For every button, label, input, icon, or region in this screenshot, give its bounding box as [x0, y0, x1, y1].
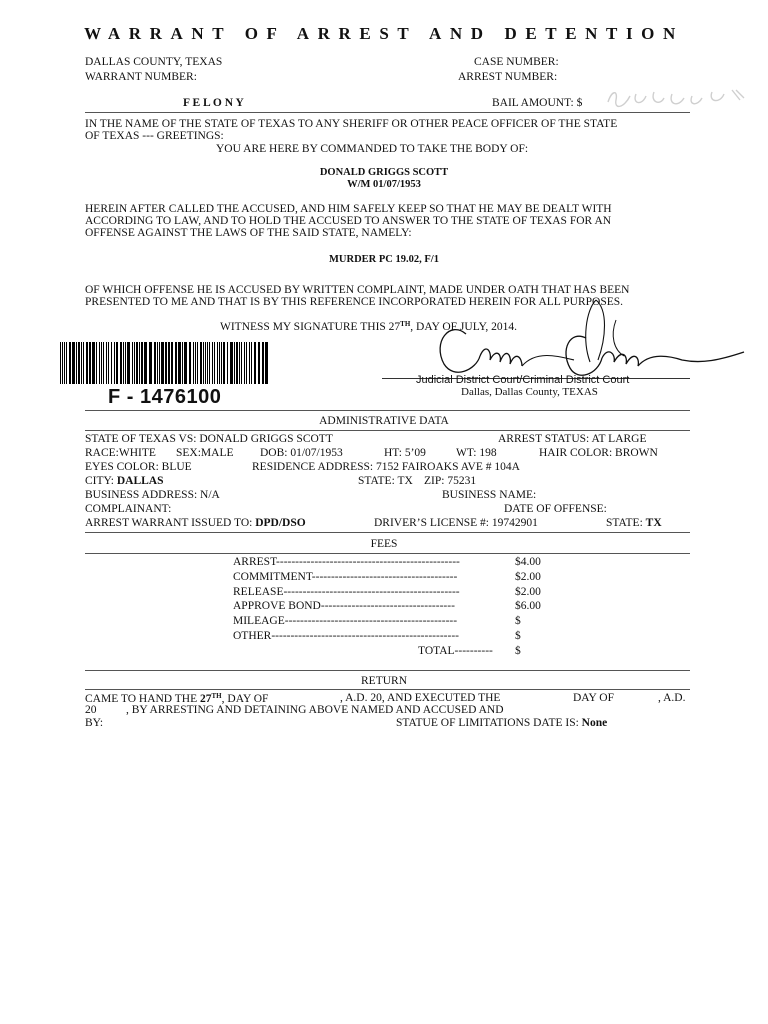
- limitations: [396, 717, 607, 729]
- fee-label-commitment: COMMITMENT--------------------------------------: [233, 571, 458, 583]
- sex: SEX:MALE: [176, 447, 234, 459]
- fee-amount-other: $: [515, 630, 521, 642]
- return-heading: RETURN: [361, 675, 407, 687]
- fee-label-approve-bond: APPROVE BOND-----------------------------------: [233, 600, 455, 612]
- witness-sup: TH: [400, 320, 411, 328]
- divider-admin-top: [85, 410, 690, 411]
- admin-heading: ADMINISTRATIVE DATA: [319, 415, 449, 427]
- dl-state-label: STATE:: [606, 517, 646, 529]
- divider-fees-top: [85, 532, 690, 533]
- return-line1-d: , A.D. 20, AND EXECUTED THE: [340, 692, 501, 704]
- divider-admin-bottom: [85, 430, 690, 431]
- bail-amount-handwriting: [604, 86, 754, 110]
- return-line2-a: 20: [85, 704, 97, 716]
- herein-line-2: ACCORDING TO LAW, AND TO HOLD THE ACCUSED TO ANSWER TO THE STATE OF TEXAS FOR AN: [85, 215, 612, 227]
- divider-return-top: [85, 670, 690, 671]
- preamble-line-1: IN THE NAME OF THE STATE OF TEXAS TO ANY SHERIFF OR OTHER PEACE OFFICER OF THE STATE: [85, 118, 618, 130]
- limitations-value: None: [581, 717, 608, 729]
- return-line1-b: 27: [200, 693, 212, 705]
- complaint-line-2: PRESENTED TO ME AND THAT IS BY THIS REFERENCE INCORPORATED HEREIN FOR ALL PURPOSES.: [85, 296, 624, 308]
- fee-amount-approve-bond: $6.00: [515, 600, 541, 612]
- hair-color: HAIR COLOR: BROWN: [539, 447, 658, 459]
- state-vs: STATE OF TEXAS VS: DONALD GRIGGS SCOTT: [85, 433, 333, 445]
- divider-fees-bottom: [85, 553, 690, 554]
- fee-amount-commitment: $2.00: [515, 571, 541, 583]
- preamble-line-2: OF TEXAS --- GREETINGS:: [85, 130, 224, 142]
- return-line2-b: , BY ARRESTING AND DETAINING ABOVE NAMED AND ACCUSED AND: [126, 704, 504, 716]
- case-number-label: CASE NUMBER:: [474, 56, 559, 68]
- warrant-number-label: WARRANT NUMBER:: [85, 71, 197, 83]
- zip: ZIP: 75231: [424, 475, 477, 487]
- divider-top: [85, 112, 690, 113]
- city-label: CITY:: [85, 475, 117, 487]
- complaint-line-1: OF WHICH OFFENSE HE IS ACCUSED BY WRITTEN COMPLAINT, MADE UNDER OATH THAT HAS BEEN: [85, 284, 630, 296]
- accused-dob: W/M 01/07/1953: [347, 179, 421, 190]
- barcode: [60, 342, 272, 384]
- fees-heading: FEES: [370, 538, 398, 550]
- accused-name: DONALD GRIGGS SCOTT: [319, 167, 449, 178]
- residence-address: RESIDENCE ADDRESS: 7152 FAIROAKS AVE # 104A: [252, 461, 520, 473]
- race: RACE:WHITE: [85, 447, 156, 459]
- fee-amount-arrest: $4.00: [515, 556, 541, 568]
- issued-to: [85, 517, 306, 529]
- county: DALLAS COUNTY, TEXAS: [85, 56, 223, 68]
- command-text: YOU ARE HERE BY COMMANDED TO TAKE THE BODY OF:: [216, 143, 529, 155]
- return-by: BY:: [85, 717, 104, 729]
- issued-to-value: DPD/DSO: [255, 517, 306, 529]
- business-address: BUSINESS ADDRESS: N/A: [85, 489, 220, 501]
- return-line1-a: CAME TO HAND THE: [85, 693, 201, 705]
- business-name: BUSINESS NAME:: [442, 489, 537, 501]
- weight: WT: 198: [456, 447, 497, 459]
- limitations-label: STATUE OF LIMITATIONS DATE IS:: [396, 717, 582, 729]
- complainant: COMPLAINANT:: [85, 503, 172, 515]
- city-value: DALLAS: [116, 475, 164, 487]
- height: HT: 5’09: [384, 447, 426, 459]
- document-title: WARRANT OF ARREST AND DETENTION: [84, 24, 684, 43]
- divider-return-bottom: [85, 689, 690, 690]
- herein-line-1: HEREIN AFTER CALLED THE ACCUSED, AND HIM SAFELY KEEP SO THAT HE MAY BE DEALT WITH: [85, 203, 612, 215]
- fee-amount-mileage: $: [515, 615, 521, 627]
- fee-total-amount: $: [515, 645, 521, 657]
- witness-pre: WITNESS MY SIGNATURE THIS 27: [220, 321, 401, 333]
- arrest-status: ARREST STATUS: AT LARGE: [498, 433, 647, 445]
- fee-amount-release: $2.00: [515, 586, 541, 598]
- fee-label-release: RELEASE----------------------------------------------: [233, 586, 460, 598]
- court-line-1: Judicial District Court/Criminal District Court: [416, 374, 630, 386]
- fee-total-label: TOTAL----------: [418, 645, 493, 657]
- bail-amount-label: BAIL AMOUNT: $: [492, 97, 583, 109]
- dl-state-value: TX: [645, 517, 662, 529]
- dl-state: [606, 517, 662, 529]
- state: STATE: TX: [358, 475, 413, 487]
- date-of-offense: DATE OF OFFENSE:: [504, 503, 607, 515]
- barcode-number: F - 1476100: [108, 386, 222, 408]
- return-line1-f: , A.D.: [658, 692, 686, 704]
- witness-post: , DAY OF JULY, 2014.: [410, 321, 518, 333]
- offense: MURDER PC 19.02, F/1: [329, 254, 439, 265]
- arrest-number-label: ARREST NUMBER:: [458, 71, 558, 83]
- issued-to-label: ARREST WARRANT ISSUED TO:: [85, 517, 256, 529]
- return-line1-e: DAY OF: [573, 692, 615, 704]
- fee-label-mileage: MILEAGE---------------------------------------------: [233, 615, 458, 627]
- dob: DOB: 01/07/1953: [260, 447, 343, 459]
- fee-label-arrest: ARREST------------------------------------------------: [233, 556, 460, 568]
- court-line-2: Dallas, Dallas County, TEXAS: [461, 386, 598, 398]
- fee-label-other: OTHER-------------------------------------------------: [233, 630, 459, 642]
- city: [85, 475, 164, 487]
- drivers-license: DRIVER’S LICENSE #: 19742901: [374, 517, 538, 529]
- felony-label: F E L O N Y: [183, 97, 244, 109]
- return-line1-c: , DAY OF: [221, 693, 269, 705]
- herein-line-3: OFFENSE AGAINST THE LAWS OF THE SAID STATE, NAMELY:: [85, 227, 412, 239]
- eye-color: EYES COLOR: BLUE: [85, 461, 192, 473]
- return-line1-sup: TH: [211, 692, 222, 700]
